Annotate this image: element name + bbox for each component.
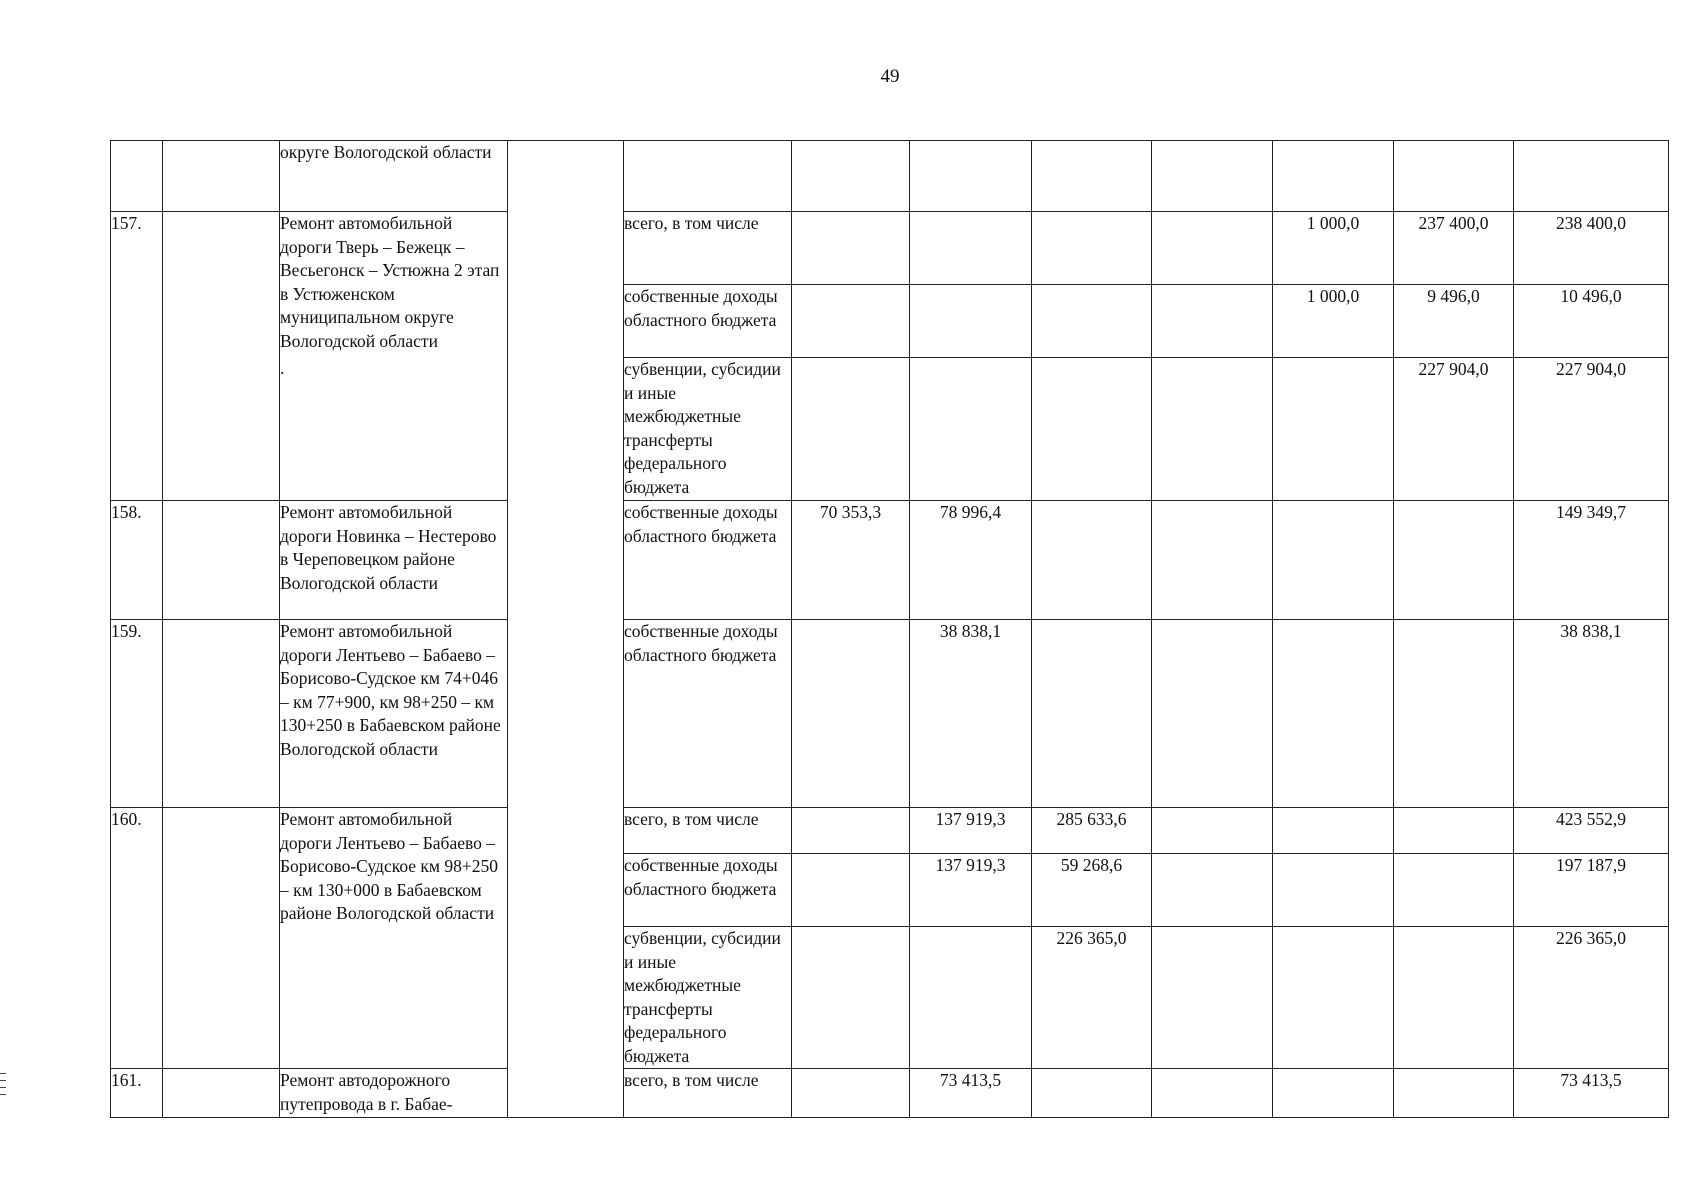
- code-cell: [163, 212, 280, 501]
- value-cell: 78 996,4: [910, 501, 1032, 620]
- total-cell: 238 400,0: [1514, 212, 1669, 285]
- value-cell: 137 919,3: [910, 808, 1032, 854]
- code-cell: [163, 501, 280, 620]
- object-name-cell: Ремонт автомобильной дороги Новинка – Нестерово в Череповецком районе Вологодской области: [280, 501, 508, 620]
- code-cell: [163, 620, 280, 808]
- value-cell: 137 919,3: [910, 854, 1032, 927]
- table-row: [111, 212, 1669, 285]
- total-cell: 38 838,1: [1514, 620, 1669, 808]
- total-cell: 197 187,9: [1514, 854, 1669, 927]
- table-row: [111, 501, 1669, 620]
- code-cell: [163, 808, 280, 1069]
- value-cell: 226 365,0: [1032, 927, 1152, 1069]
- table-row: [111, 620, 1669, 808]
- funding-source-cell: собственные доходы областного бюджета: [624, 285, 792, 358]
- row-number-cell: [111, 141, 163, 212]
- row-number-cell: 159.: [111, 620, 163, 808]
- table-row: [111, 141, 1669, 212]
- object-name-cell: [280, 212, 508, 501]
- funding-source-cell: субвенции, субсидии и иные межбюджетные трансферты федерального бюджета: [624, 358, 792, 501]
- object-name-cell: Ремонт автомобильной дороги Лентьево – Бабаево – Борисово-Судское км 98+250 – км 130+000 в Бабаевском районе Вологодской области: [280, 808, 508, 1069]
- value-cell: 1 000,0: [1273, 285, 1394, 358]
- code-cell: [163, 1069, 280, 1118]
- financing-table: [110, 140, 1669, 1118]
- funding-source-cell: всего, в том числе: [624, 212, 792, 285]
- value-cell: 70 353,3: [792, 501, 910, 620]
- object-name-cell: округе Вологодской области: [280, 141, 508, 212]
- object-name-cell: Ремонт автодорожного путепровода в г. Бабае-: [280, 1069, 508, 1118]
- total-cell: 73 413,5: [1514, 1069, 1669, 1118]
- funding-source-cell: собственные доходы областного бюджета: [624, 620, 792, 808]
- object-name-cell: Ремонт автомобильной дороги Лентьево – Бабаево – Борисово-Судское км 74+046 – км 77+900, км 98+250 – км 130+250 в Бабаевском районе Вологодской области: [280, 620, 508, 808]
- table-row: [111, 1069, 1669, 1118]
- funding-source-cell: субвенции, субсидии и иные межбюджетные трансферты федерального бюджета: [624, 927, 792, 1069]
- value-cell: 285 633,6: [1032, 808, 1152, 854]
- funding-source-cell: всего, в том числе: [624, 808, 792, 854]
- row-number-cell: 160.: [111, 808, 163, 1069]
- total-cell: 10 496,0: [1514, 285, 1669, 358]
- value-cell: 73 413,5: [910, 1069, 1032, 1118]
- stray-mark: .: [280, 358, 285, 378]
- total-cell: 149 349,7: [1514, 501, 1669, 620]
- value-cell: 9 496,0: [1394, 285, 1514, 358]
- value-cell: 38 838,1: [910, 620, 1032, 808]
- total-cell: 423 552,9: [1514, 808, 1669, 854]
- value-cell: 1 000,0: [1273, 212, 1394, 285]
- funding-source-cell: собственные доходы областного бюджета: [624, 854, 792, 927]
- row-number-cell: 157.: [111, 212, 163, 501]
- funding-source-cell: всего, в том числе: [624, 1069, 792, 1118]
- total-cell: 226 365,0: [1514, 927, 1669, 1069]
- row-number-cell: 161.: [111, 1069, 163, 1118]
- funding-source-cell: собственные доходы областного бюджета: [624, 501, 792, 620]
- value-cell: 237 400,0: [1394, 212, 1514, 285]
- value-cell: 227 904,0: [1394, 358, 1514, 501]
- total-cell: 227 904,0: [1514, 358, 1669, 501]
- object-name: Ремонт автомобильной дороги Тверь – Бежецк – Весьегонск – Устюжна 2 этап в Устюженском муниципальном округе Вологодской области: [280, 213, 500, 351]
- binding-margin-marks: [0, 1073, 6, 1101]
- merged-spacer-column: [508, 141, 624, 1118]
- row-number-cell: 158.: [111, 501, 163, 620]
- table-row: [111, 808, 1669, 854]
- code-cell: [163, 141, 280, 212]
- value-cell: 59 268,6: [1032, 854, 1152, 927]
- page-number: 49: [880, 66, 900, 87]
